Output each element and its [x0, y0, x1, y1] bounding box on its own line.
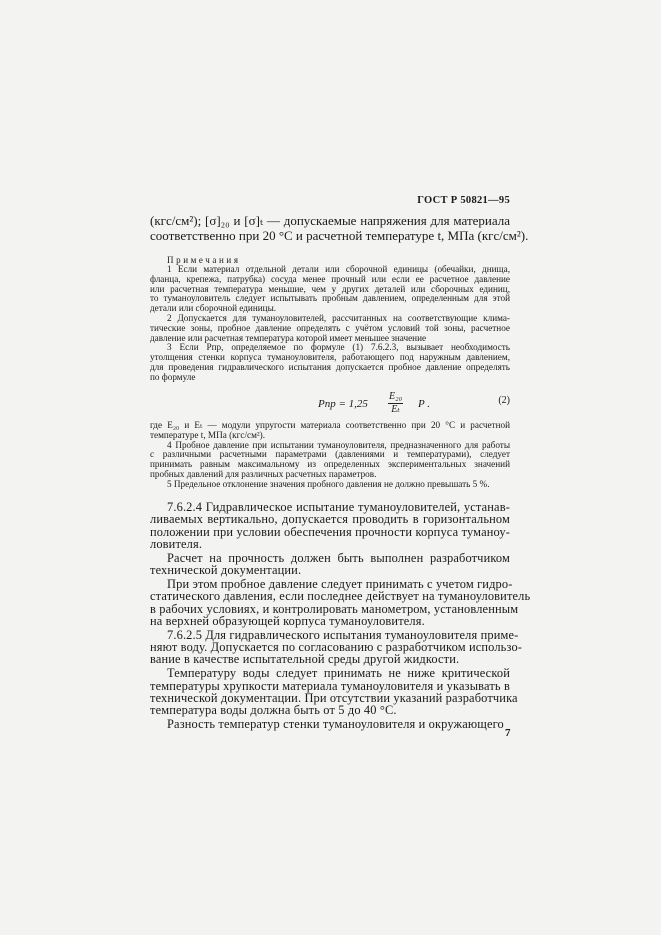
text-line: ливаемых вертикально, допускается проводить в горизонтальном	[150, 512, 510, 527]
page-number: 7	[505, 727, 511, 739]
formula-number: (2)	[498, 395, 510, 406]
text-line: 1 Если материал отдельной детали или сборочной единицы (обечайки, днища,	[167, 264, 510, 274]
text-line: температуре t, МПа (кгс/см²).	[150, 429, 266, 440]
text-line: няют воду. Допускается по согласованию с разработчиком использо-	[150, 640, 523, 655]
paragraph	[150, 666, 518, 718]
text-line: тические зоны, пробное давление определять с учётом условий той зоны, расчетное	[150, 322, 510, 333]
paragraph	[150, 441, 510, 480]
notes-top	[150, 255, 510, 383]
formula-lhs: Pпр = 1,25	[318, 398, 368, 410]
text-line: 4 Пробное давление при испытании туманоуловителя, предназначенного для работы	[167, 439, 510, 450]
formula-2	[150, 391, 510, 417]
main-text	[150, 500, 531, 732]
text-line: статического давления, если последнее действует на туманоуловитель	[150, 589, 531, 604]
paragraph	[150, 576, 531, 628]
paragraph	[150, 421, 510, 441]
text-line: детали или сборочной единицы.	[150, 303, 277, 314]
document-header-id: ГОСТ Р 50821—95	[417, 195, 510, 206]
paragraph	[150, 314, 510, 343]
formula-denominator: Eₜ	[391, 404, 400, 415]
text-line: Разность температур стенки туманоуловителя и окружающего	[167, 717, 504, 732]
text-line: 5 Предельное отклонение значения пробного давления не должно превышать 5 %.	[167, 478, 490, 489]
text-line: где E₂₀ и Eₜ — модули упругости материала соответственно при 20 °С и расчетной	[150, 420, 510, 430]
formula-rhs: P .	[418, 398, 431, 410]
text-line: Температуру воды следует принимать не ниже критической	[167, 666, 510, 681]
paragraph	[150, 265, 510, 314]
text-line: давление или расчетная температура которой имеет меньшее значение	[150, 332, 427, 343]
paragraph	[150, 552, 510, 577]
text-line: ловителя.	[150, 536, 203, 551]
paragraph	[150, 480, 510, 490]
text-line: с различными расчетными параметрами (давлениями и температурами), следует	[150, 449, 510, 460]
paragraph	[150, 501, 510, 550]
text-line: для проведения гидравлического испытания допускается пробное давление определять	[150, 361, 510, 372]
text-line: технической документации.	[150, 563, 302, 578]
text-line: 7.6.2.4 Гидравлическое испытание туманоуловителей, устанав-	[167, 500, 510, 514]
text-line: температура воды должна быть от 5 до 40 °С.	[150, 703, 397, 718]
paragraph	[150, 213, 529, 243]
text-line: 3 Если Pпр, определяемое по формуле (1) 7.6.2.3, вызывает необходимость	[167, 342, 510, 353]
text-line: фланца, крепежа, патрубка) сосуда менее прочный или если ее расчетное давление	[150, 273, 510, 284]
text-line: по формуле	[150, 371, 196, 382]
paragraph	[150, 718, 510, 730]
paragraph	[150, 627, 523, 667]
text-line: 7.6.2.5 Для гидравлического испытания туманоуловителя приме-	[167, 627, 519, 642]
paragraph	[150, 343, 510, 382]
notes-bottom	[150, 421, 510, 490]
text-line: на верхней образующей корпуса туманоуловителя.	[150, 613, 425, 628]
text-line: пробных давлений для различных расчетных параметров.	[150, 468, 377, 479]
text-line: принимать равным максимальному из определенных экспериментальных значений	[150, 459, 510, 470]
formula-numerator: E₂₀	[389, 391, 403, 402]
text-line: утолщения стенки корпуса туманоуловителя, работающего под наружным давлением,	[150, 352, 510, 363]
text-line: 2 Допускается для туманоуловителей, рассчитанных на соответствующие клима-	[167, 312, 510, 323]
text-line: (кгс/см²); [σ]₂₀ и [σ]ₜ — допускаемые напряжения для материала	[150, 213, 510, 228]
text-line: температуры хрупкости материала туманоуловителя и указывать в	[150, 678, 510, 693]
text-line: положении при условии обеспечения прочности корпуса туманоу-	[150, 524, 510, 539]
formula-fraction	[388, 391, 403, 416]
text-line: или расчетная температура меньшие, чем у других деталей или сборочных единиц,	[150, 283, 510, 294]
text-line: в рабочих условиях, и контролировать манометром, установленным	[150, 601, 519, 616]
text-line: При этом пробное давление следует принимать с учетом гидро-	[167, 576, 513, 591]
notes-title: Примечания	[167, 255, 241, 265]
intro-text	[150, 213, 529, 243]
text-line: технической документации. При отсутствии указаний разработчика	[150, 690, 518, 705]
text-line: то туманоуловитель следует испытывать пробным давлением, определенным для этой	[150, 293, 510, 304]
text-line: Расчет на прочность должен быть выполнен разработчиком	[167, 550, 510, 565]
text-line: вание в качестве испытательной среды другой жидкости.	[150, 652, 460, 667]
notes-list-top	[150, 265, 510, 383]
text-line: соответственно при 20 °С и расчетной температуре t, МПа (кгс/см²).	[150, 227, 529, 243]
